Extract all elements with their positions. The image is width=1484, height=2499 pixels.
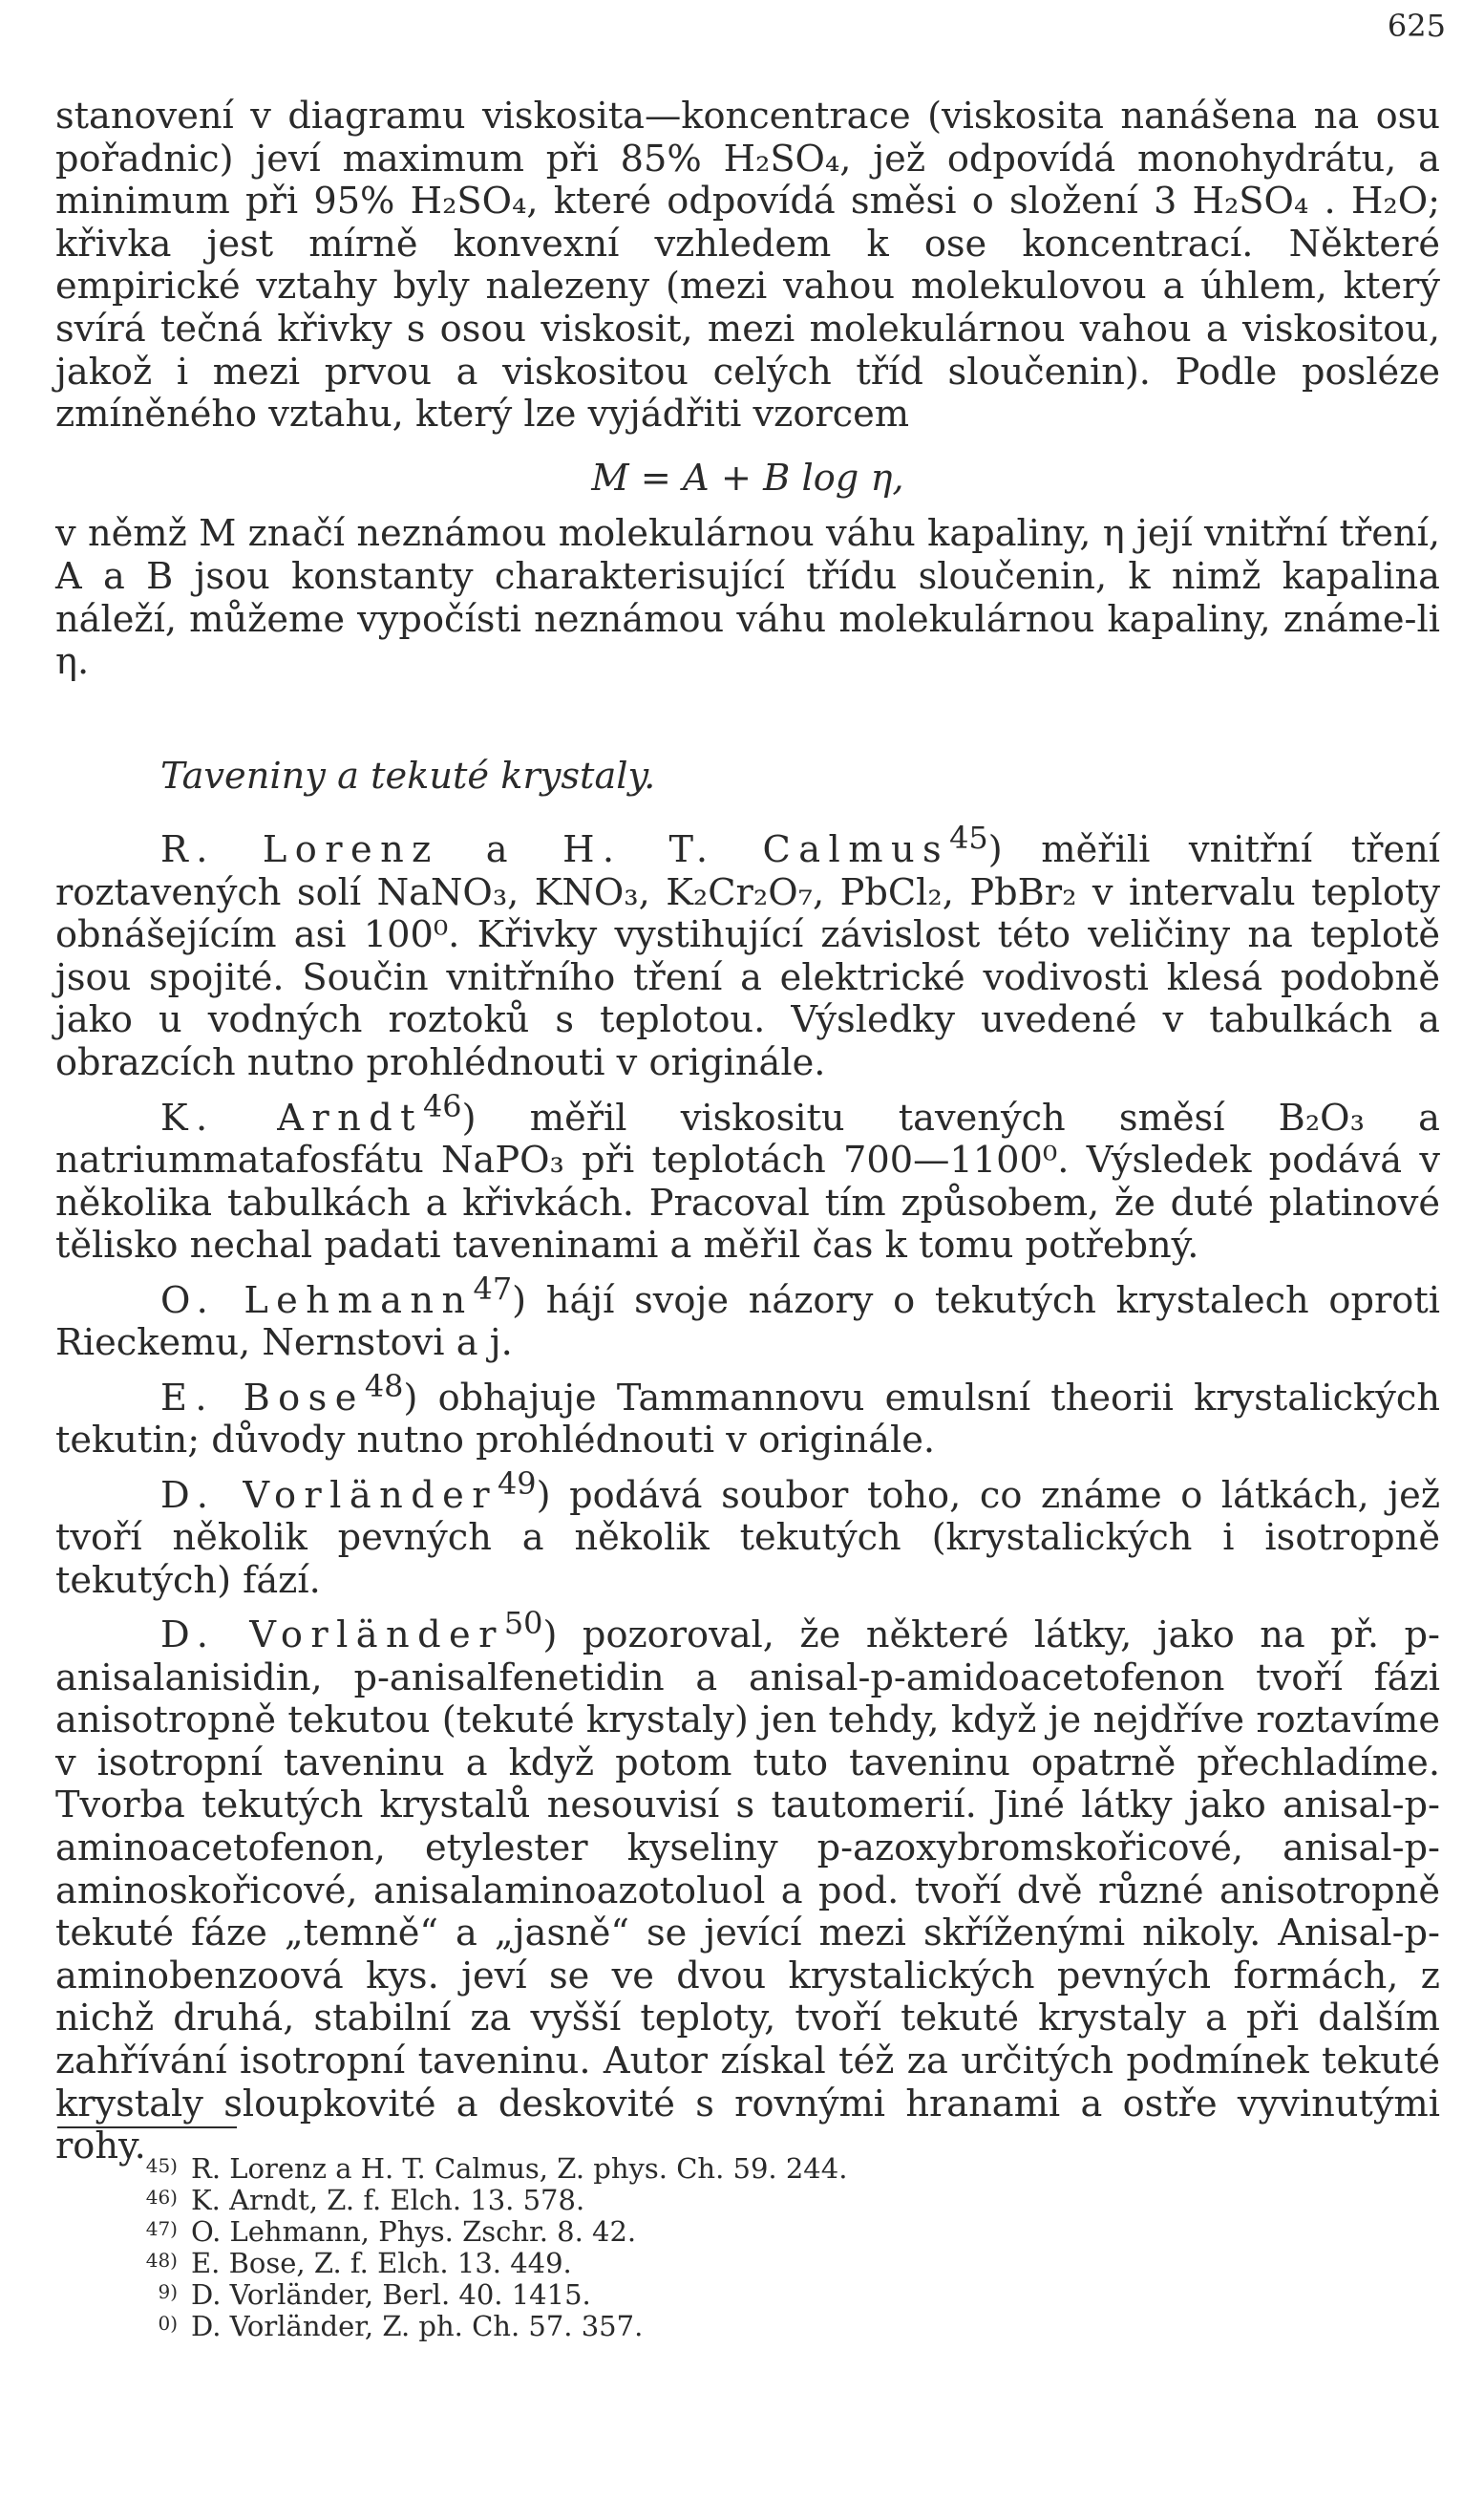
footnote-ref: 48 xyxy=(364,1367,404,1404)
entry-vorlander-1 xyxy=(55,1463,1440,1603)
entry-text: ) měřili vnitřní tření roztavených solí NaNO₃, KNO₃, K₂Cr₂O₇, PbCl₂, PbBr₂ v intervalu teploty obnášejícím asi 100⁰. Křivky vystihující závislost této veličiny na teplotě jsou spojité. Součin vnitřního tření a elektrické vodivosti klesá podobně jako u vodných roztoků s teplotou. Výsledky uvedené v tabulkách a obrazcích nutno prohlédnouti v originále. xyxy=(55,828,1440,1085)
entry-text: ) pozoroval, že některé látky, jako na př. p-anisalanisidin, p-anisalfenetidin a anisal-p-amidoacetofenon tvoří fázi anisotropně tekutou (tekuté krystaly) jen tehdy, když je nejdříve roztavíme v isotropní taveninu a když potom tuto taveninu opatrně přechladíme. Tvorba tekutých krystalů nesouvisí s tautomerií. Jiné látky jako anisal-p-aminoacetofenon, etylester kyseliny p-azoxybromskořicové, anisal-p-aminoskořicové, anisalaminoazotoluol a pod. tvoří dvě různé anisotropně tekuté fáze „temně“ a „jasně“ se jevící mezi skříženými nikoly. Anisal-p-aminobenzoová kys. jeví se ve dvou krystalických pevných formách, z nichž druhá, stabilní za vyšší teploty, tvoří tekuté krystaly a při dalším zahřívání isotropní taveninu. Autor získal též za určitých podmínek tekuté krystaly sloupkovité a deskovité s rovnými hranami a ostře vyvinutými rohy. xyxy=(55,1613,1440,2168)
footnote xyxy=(132,2216,1278,2248)
author-name: O. Lehmann xyxy=(160,1278,474,1322)
author-name: D. Vorländer xyxy=(160,1613,504,1656)
footnote-ref: 46 xyxy=(422,1087,462,1124)
footnote xyxy=(132,2185,1278,2216)
footnote-ref: 49 xyxy=(497,1464,537,1502)
formula-explanation: v němž M značí neznámou molekulárnou váhu kapaliny, η její vnitřní tření, A a B jsou konstanty charakterisující třídu sloučenin, k nimž kapalina náleží, můžeme vypočísti neznámou váhu molekulárnou kapaliny, známe-li η. xyxy=(55,512,1440,684)
footnote-text: K. Arndt, Z. f. Elch. 13. 578. xyxy=(191,2184,585,2216)
footnotes xyxy=(132,2153,1278,2342)
entry-lehmann xyxy=(55,1268,1440,1365)
footnote-number: 9) xyxy=(158,2280,178,2303)
entry-vorlander-2 xyxy=(55,1602,1440,2168)
entry-text: ) podává soubor toho, co známe o látkách, jež tvoří několik pevných a několik tekutých (krystalických i isotropně tekutých) fází. xyxy=(55,1473,1440,1602)
footnote-text: D. Vorländer, Z. ph. Ch. 57. 357. xyxy=(191,2310,644,2342)
entry-arndt xyxy=(55,1085,1440,1268)
entry-text: ) měřil viskositu tavených směsí B₂O₃ a natriummatafosfátu NaPO₃ při teplotách 700—1100⁰. Výsledek podává v několika tabulkách a křivkách. Pracoval tím způsobem, že duté platinové tělisko nechal padati taveninami a měřil čas k tomu potřebný. xyxy=(55,1096,1440,1268)
footnote xyxy=(132,2248,1278,2279)
footnote xyxy=(132,2153,1278,2185)
page-number: 625 xyxy=(1387,8,1446,44)
footnote xyxy=(132,2311,1278,2342)
footnote-text: E. Bose, Z. f. Elch. 13. 449. xyxy=(191,2247,572,2279)
footnote-number: 45) xyxy=(145,2154,178,2177)
footnote-text: D. Vorländer, Berl. 40. 1415. xyxy=(191,2278,591,2311)
author-name: R. Lorenz a H. T. Calmus xyxy=(160,828,950,872)
formula: M = A + B log η, xyxy=(591,456,904,500)
footnote-divider xyxy=(57,2126,237,2128)
footnote-ref: 47 xyxy=(473,1270,513,1307)
section-heading: Taveniny a tekuté krystaly. xyxy=(160,754,656,798)
intro-paragraph: stanovení v diagramu viskosita—koncentrace (viskosita nanášena na osu pořadnic) jeví maximum při 85% H₂SO₄, jež odpovídá monohydrátu, a minimum při 95% H₂SO₄, které odpovídá směsi o složení 3 H₂SO₄ . H₂O; křivka jest mírně konvexní vzhledem k ose koncentrací. Některé empirické vztahy byly nalezeny (mezi vahou molekulovou a úhlem, který svírá tečná křivky s osou viskosit, mezi molekulárnou vahou a viskositou, jakož i mezi prvou a viskositou celých tříd sloučenin). Podle posléze zmíněného vztahu, který lze vyjádřiti vzorcem xyxy=(55,95,1440,437)
author-name: K. Arndt xyxy=(160,1096,423,1140)
footnote-number: 46) xyxy=(145,2186,178,2209)
body-text xyxy=(55,96,1440,2168)
footnote-ref: 45 xyxy=(949,820,988,857)
author-name: D. Vorländer xyxy=(160,1473,498,1517)
footnote-number: 0) xyxy=(158,2312,178,2335)
entry-bose xyxy=(55,1365,1440,1463)
entry-lorenz-calmus xyxy=(55,817,1440,1084)
footnote-number: 48) xyxy=(145,2249,178,2272)
footnote-text: O. Lehmann, Phys. Zschr. 8. 42. xyxy=(191,2215,637,2248)
footnote-text: R. Lorenz a H. T. Calmus, Z. phys. Ch. 59. 244. xyxy=(191,2152,848,2185)
entry-text: ) obhajuje Tammannovu emulsní theorii krystalických tekutin; důvody nutno prohlédnouti v originále. xyxy=(55,1376,1440,1463)
entry-text: ) hájí svoje názory o tekutých krystalech oproti Rieckemu, Nernstovi a j. xyxy=(55,1278,1441,1365)
footnote xyxy=(132,2279,1278,2311)
author-name: E. Bose xyxy=(160,1376,365,1420)
footnote-number: 47) xyxy=(145,2217,178,2240)
footnote-ref: 50 xyxy=(503,1605,543,1642)
